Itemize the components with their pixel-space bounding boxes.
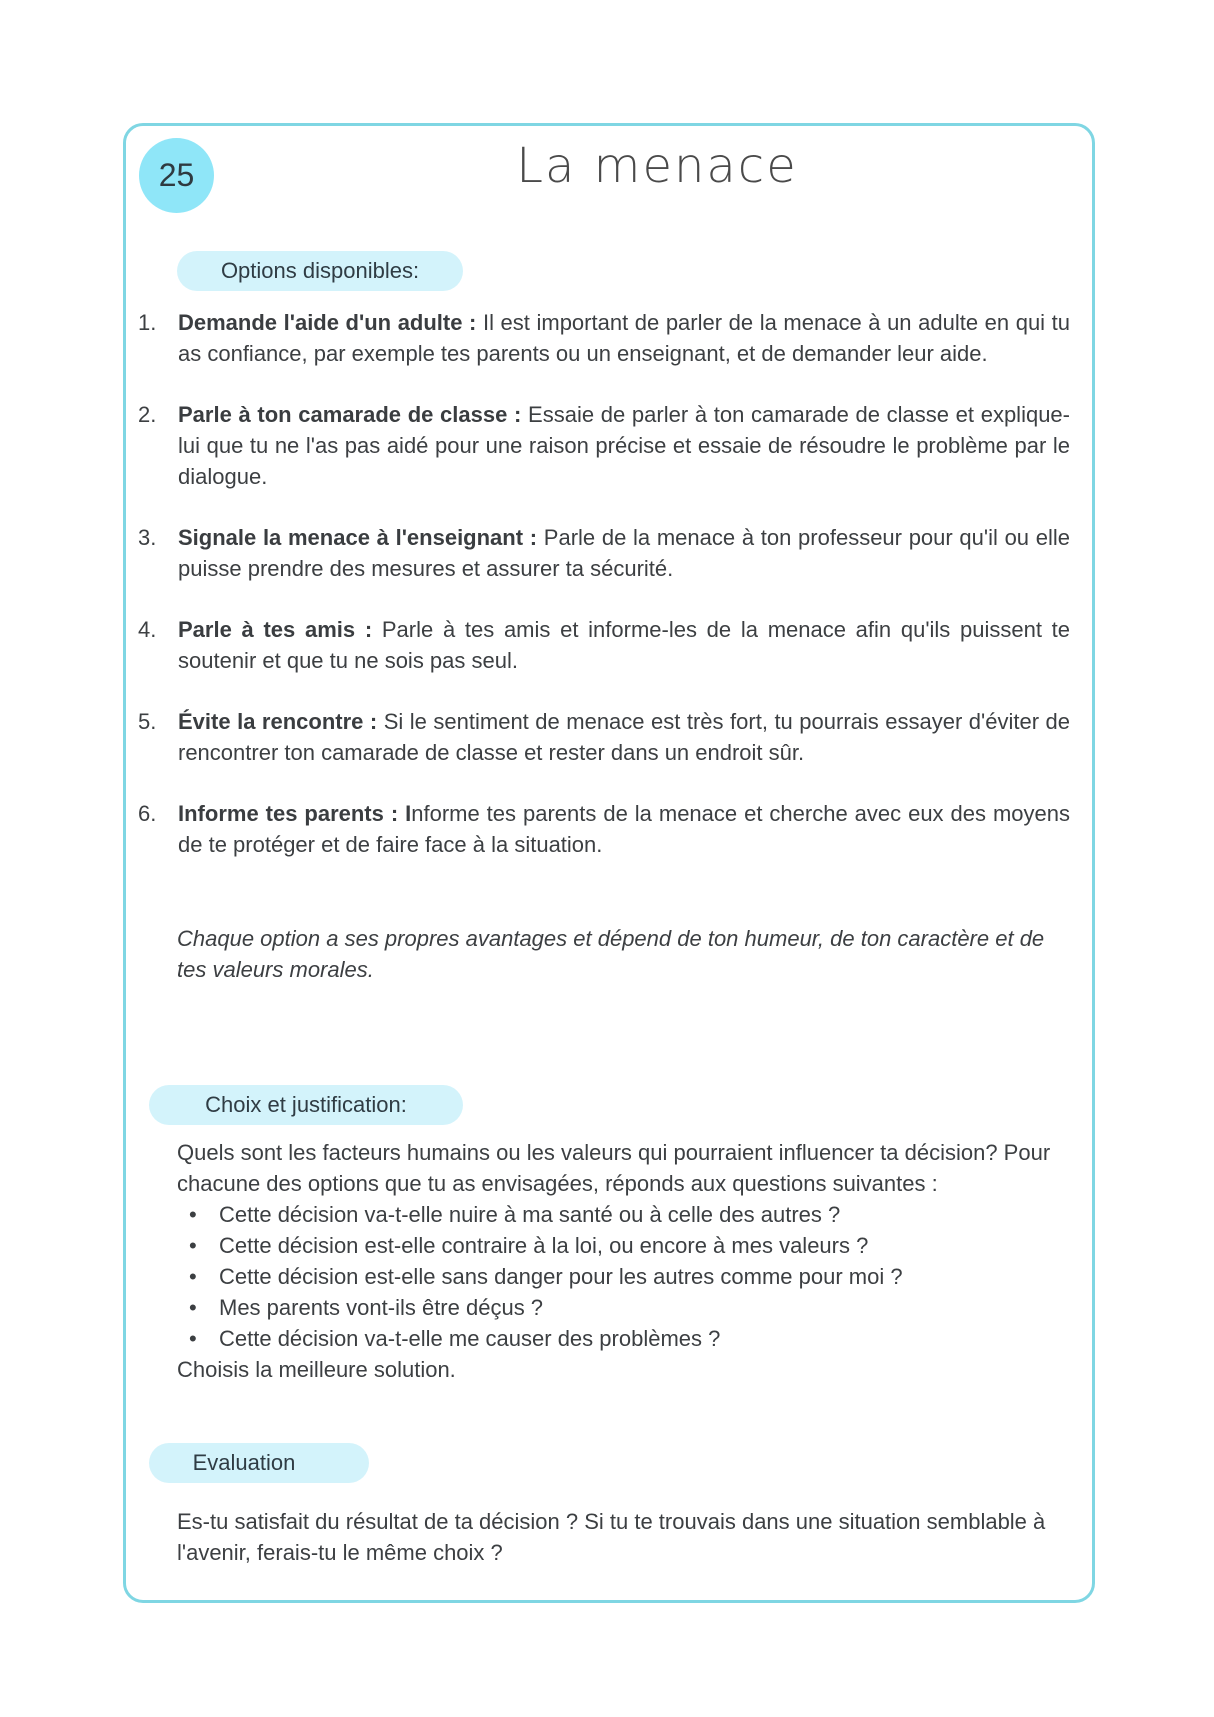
option-title: Évite la rencontre : bbox=[178, 709, 378, 734]
option-number: 4. bbox=[138, 617, 157, 642]
evaluation-heading: Evaluation bbox=[192, 1450, 296, 1475]
option-number: 2. bbox=[138, 402, 157, 427]
option-description: Parle de la menace à ton professeur pour qu'il ou elle puisse prendre des mesures et assurer ta sécurité. bbox=[178, 525, 1070, 581]
option-title: Parle à ton camarade de classe : bbox=[178, 402, 522, 427]
option-text-wrap bbox=[178, 522, 1070, 584]
option-number: 6. bbox=[138, 801, 157, 826]
question-text: Cette décision va-t-elle me causer des problèmes ? bbox=[219, 1326, 721, 1351]
question-text: Cette décision est-elle contraire à la loi, ou encore à mes valeurs ? bbox=[219, 1233, 869, 1258]
option-number: 3. bbox=[138, 525, 157, 550]
lesson-number: 25 bbox=[158, 157, 195, 193]
option-number: 5. bbox=[138, 709, 157, 734]
option-text-wrap bbox=[178, 399, 1070, 492]
choice-section bbox=[177, 1137, 1070, 1385]
evaluation-heading-pill bbox=[149, 1443, 369, 1483]
option-description: nforme tes parents de la menace et cherche avec eux des moyens de te protéger et de faire face à la situation. bbox=[178, 801, 1070, 857]
evaluation-text: Es-tu satisfait du résultat de ta décision ? Si tu te trouvais dans une situation semblable à l'avenir, ferais-tu le même choix ? bbox=[177, 1509, 1046, 1565]
option-item bbox=[138, 307, 1070, 369]
option-text-wrap bbox=[178, 706, 1070, 768]
option-title: Parle à tes amis : bbox=[178, 617, 373, 642]
question-item bbox=[189, 1292, 1070, 1323]
bullet-icon: • bbox=[189, 1264, 197, 1289]
option-description: Si le sentiment de menace est très fort, tu pourrais essayer d'éviter de rencontrer ton camarade de classe et rester dans un endroit sûr. bbox=[178, 709, 1070, 765]
bullet-icon: • bbox=[189, 1202, 197, 1227]
choice-intro: Quels sont les facteurs humains ou les valeurs qui pourraient influencer ta décision? Pour chacune des options que tu as envisagées, réponds aux questions suivantes : bbox=[177, 1140, 1051, 1196]
option-item bbox=[138, 522, 1070, 584]
option-text-wrap bbox=[178, 614, 1070, 676]
option-item bbox=[138, 399, 1070, 492]
question-item bbox=[189, 1199, 1070, 1230]
option-text-wrap bbox=[178, 798, 1070, 860]
option-item bbox=[138, 614, 1070, 676]
page-title: La menace bbox=[516, 138, 798, 194]
option-item bbox=[138, 706, 1070, 768]
option-item bbox=[138, 798, 1070, 860]
option-title: Demande l'aide d'un adulte : bbox=[178, 310, 477, 335]
option-description: Parle à tes amis et informe-les de la menace afin qu'ils puissent te soutenir et que tu ne sois pas seul. bbox=[178, 617, 1070, 673]
bullet-icon: • bbox=[189, 1233, 197, 1258]
bullet-icon: • bbox=[189, 1326, 197, 1351]
choice-heading: Choix et justification: bbox=[205, 1092, 407, 1117]
option-description: Essaie de parler à ton camarade de classe et explique-lui que tu ne l'as pas aidé pour une raison précise et essaie de résoudre le problème par le dialogue. bbox=[178, 402, 1070, 489]
question-text: Cette décision va-t-elle nuire à ma santé ou à celle des autres ? bbox=[219, 1202, 841, 1227]
option-number: 1. bbox=[138, 310, 157, 335]
choice-heading-pill bbox=[149, 1085, 463, 1125]
question-text: Mes parents vont-ils être déçus ? bbox=[219, 1295, 544, 1320]
page-title-wrap bbox=[0, 138, 1214, 194]
bullet-icon: • bbox=[189, 1295, 197, 1320]
option-text-wrap bbox=[178, 307, 1070, 369]
options-note: Chaque option a ses propres avantages et dépend de ton humeur, de ton caractère et de tes valeurs morales. bbox=[177, 926, 1045, 982]
question-item bbox=[189, 1261, 1070, 1292]
options-heading-pill bbox=[177, 251, 463, 291]
question-item bbox=[189, 1230, 1070, 1261]
question-list bbox=[177, 1199, 1070, 1354]
option-title: Signale la menace à l'enseignant : bbox=[178, 525, 538, 550]
choice-conclusion: Choisis la meilleure solution. bbox=[177, 1357, 456, 1382]
option-title: Informe tes parents : I bbox=[178, 801, 412, 826]
question-text: Cette décision est-elle sans danger pour les autres comme pour moi ? bbox=[219, 1264, 903, 1289]
option-description: Il est important de parler de la menace à un adulte en qui tu as confiance, par exemple tes parents ou un enseignant, et de demander leur aide. bbox=[178, 310, 1070, 366]
question-item bbox=[189, 1323, 1070, 1354]
options-list bbox=[138, 307, 1070, 890]
options-heading: Options disponibles: bbox=[220, 258, 420, 283]
